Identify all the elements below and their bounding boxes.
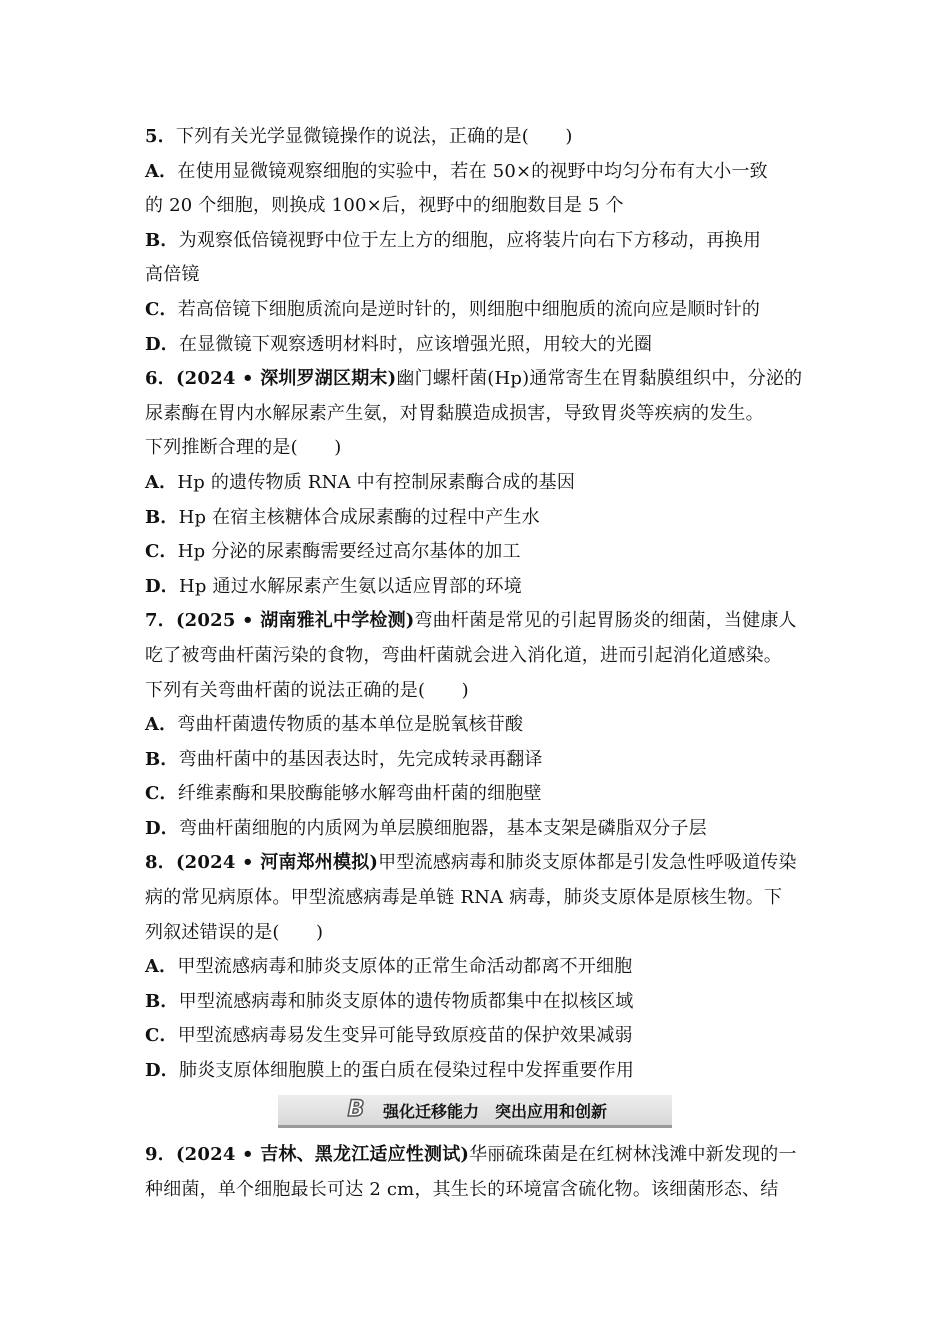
- q7-option-b-text: 弯曲杆菌中的基因表达时，先完成转录再翻译: [178, 748, 543, 770]
- q7-stem-text1: 弯曲杆菌是常见的引起胃肠炎的细菌，当健康人: [414, 610, 797, 632]
- q9-stem-line2: [145, 1173, 825, 1208]
- q5-option-a-line2: [145, 189, 825, 224]
- q5-option-a-text2: 的 20 个细胞，则换成 100×后，视野中的细胞数目是 5 个: [145, 195, 624, 217]
- q6-option-a-text: Hp 的遗传物质 RNA 中有控制尿素酶合成的基因: [177, 471, 576, 493]
- q5-stem: [145, 120, 825, 155]
- q5-option-c-text: 若高倍镜下细胞质流向是逆时针的，则细胞中细胞质的流向应是顺时针的: [177, 298, 761, 320]
- q7-option-c-text: 纤维素酶和果胶酶能够水解弯曲杆菌的细胞壁: [177, 783, 542, 805]
- q8-stem-text1: 甲型流感病毒和肺炎支原体都是引发急性呼吸道传染: [378, 852, 797, 874]
- q8-option-b-label: B．: [145, 990, 179, 1012]
- section-banner-title: 强化迁移能力 突出应用和创新: [382, 1101, 607, 1121]
- q8-option-b-text: 甲型流感病毒和肺炎支原体的遗传物质都集中在拟核区域: [178, 990, 634, 1012]
- q6-option-c: [145, 535, 825, 570]
- q8-option-c-label: C．: [145, 1025, 178, 1047]
- q8-option-c-text: 甲型流感病毒易发生变异可能导致原疫苗的保护效果减弱: [177, 1025, 633, 1047]
- q6-number: 6．: [145, 368, 176, 390]
- q6-option-c-text: Hp 分泌的尿素酶需要经过高尔基体的加工: [177, 541, 521, 563]
- q9-source: (2024 • 吉林、黑龙江适应性测试): [175, 1144, 470, 1165]
- q9-stem-text2: 种细菌，单个细胞最长可达 2 cm，其生长的环境富含硫化物。该细菌形态、结: [145, 1178, 779, 1200]
- q7-option-c: [145, 777, 825, 812]
- q8-option-d-label: D．: [145, 1060, 180, 1082]
- q7-option-b: [145, 743, 825, 778]
- q6-option-b-text: Hp 在宿主核糖体合成尿素酶的过程中产生水: [178, 506, 540, 528]
- q8-option-a: [145, 950, 825, 985]
- q7-number: 7．: [145, 610, 176, 632]
- q5-option-a-text1: 在使用显微镜观察细胞的实验中，若在 50×的视野中均匀分布有大小一致: [177, 160, 768, 182]
- q6-stem-line2: [145, 397, 825, 432]
- q7-option-d-text: 弯曲杆菌细胞的内质网为单层膜细胞器，基本支架是磷脂双分子层: [179, 817, 707, 839]
- q6-option-b: [145, 501, 825, 536]
- q8-stem-line3: [145, 916, 825, 951]
- q6-option-d-text: Hp 通过水解尿素产生氨以适应胃部的环境: [179, 575, 522, 597]
- q7-option-a: [145, 708, 825, 743]
- q7-option-b-label: B．: [145, 748, 179, 770]
- q5-stem-text: 下列有关光学显微镜操作的说法，正确的是( ): [175, 126, 573, 147]
- q5-option-b-label: B．: [145, 229, 179, 251]
- q7-stem-line3: [145, 674, 825, 709]
- q8-stem-text2: 病的常见病原体。甲型流感病毒是单链 RNA 病毒，肺炎支原体是原核生物。下: [145, 887, 783, 909]
- q7-stem-line2: [145, 639, 825, 674]
- q7-option-a-label: A．: [145, 714, 178, 736]
- q8-option-b: [145, 985, 825, 1020]
- q7-source: (2025 • 湖南雅礼中学检测): [175, 610, 415, 632]
- q5-option-b-line1: [145, 224, 825, 259]
- q6-stem-text3: 下列推断合理的是( ): [145, 437, 342, 459]
- q5-option-d-text: 在显微镜下观察透明材料时，应该增强光照，用较大的光圈: [179, 333, 653, 355]
- q8-option-a-text: 甲型流感病毒和肺炎支原体的正常生命活动都离不开细胞: [177, 956, 633, 978]
- q6-stem-line3: [145, 431, 825, 466]
- q6-stem-text1: 幽门螺杆菌(Hp)通常寄生在胃黏膜组织中，分泌的: [396, 368, 803, 390]
- q5-option-c-label: C．: [145, 298, 178, 320]
- q7-stem-text3: 下列有关弯曲杆菌的说法正确的是( ): [145, 679, 469, 701]
- upper-content: [145, 120, 825, 1089]
- q7-option-d: [145, 812, 825, 847]
- q5-number: 5．: [145, 126, 176, 147]
- q9-stem-text1: 华丽硫珠菌是在红树林浅滩中新发现的一: [469, 1144, 797, 1165]
- q6-option-d-label: D．: [145, 575, 180, 597]
- q5-option-a-label: A．: [145, 160, 178, 182]
- q5-option-d-label: D．: [145, 333, 180, 355]
- q8-source: (2024 • 河南郑州模拟): [175, 852, 379, 874]
- section-b-badge-icon: B: [347, 1097, 365, 1122]
- q8-stem-line2: [145, 881, 825, 916]
- q9-stem-line1: [145, 1138, 825, 1173]
- lower-content: [145, 1138, 825, 1207]
- q6-option-a-label: A．: [145, 471, 178, 493]
- q7-option-c-label: C．: [145, 783, 178, 805]
- q5-option-b-text2: 高倍镜: [145, 264, 200, 286]
- q5-option-b-line2: [145, 258, 825, 293]
- q7-stem-text2: 吃了被弯曲杆菌污染的食物，弯曲杆菌就会进入消化道，进而引起消化道感染。: [145, 644, 782, 666]
- q7-option-d-label: D．: [145, 817, 180, 839]
- q5-option-c: [145, 293, 825, 328]
- q6-option-d: [145, 570, 825, 605]
- q8-stem-text3: 列叙述错误的是( ): [145, 921, 324, 943]
- q8-option-d-text: 肺炎支原体细胞膜上的蛋白质在侵染过程中发挥重要作用: [179, 1060, 635, 1082]
- q6-option-a: [145, 466, 825, 501]
- section-banner: [278, 1095, 672, 1128]
- q5-option-b-text1: 为观察低倍镜视野中位于左上方的细胞，应将装片向右下方移动，再换用: [178, 229, 762, 251]
- q8-stem-line1: [145, 846, 825, 881]
- q6-stem-line1: [145, 362, 825, 397]
- q7-option-a-text: 弯曲杆菌遗传物质的基本单位是脱氧核苷酸: [177, 714, 524, 736]
- q6-option-b-label: B．: [145, 506, 179, 528]
- q8-option-d: [145, 1054, 825, 1089]
- q6-source: (2024 • 深圳罗湖区期末): [175, 368, 397, 390]
- q9-number: 9．: [145, 1144, 176, 1165]
- q8-option-a-label: A．: [145, 956, 178, 978]
- q8-option-c: [145, 1019, 825, 1054]
- q5-option-d: [145, 328, 825, 363]
- q7-stem-line1: [145, 604, 825, 639]
- q5-option-a-line1: [145, 155, 825, 190]
- q6-stem-text2: 尿素酶在胃内水解尿素产生氨，对胃黏膜造成损害，导致胃炎等疾病的发生。: [145, 402, 764, 424]
- q6-option-c-label: C．: [145, 541, 178, 563]
- q8-number: 8．: [145, 852, 176, 874]
